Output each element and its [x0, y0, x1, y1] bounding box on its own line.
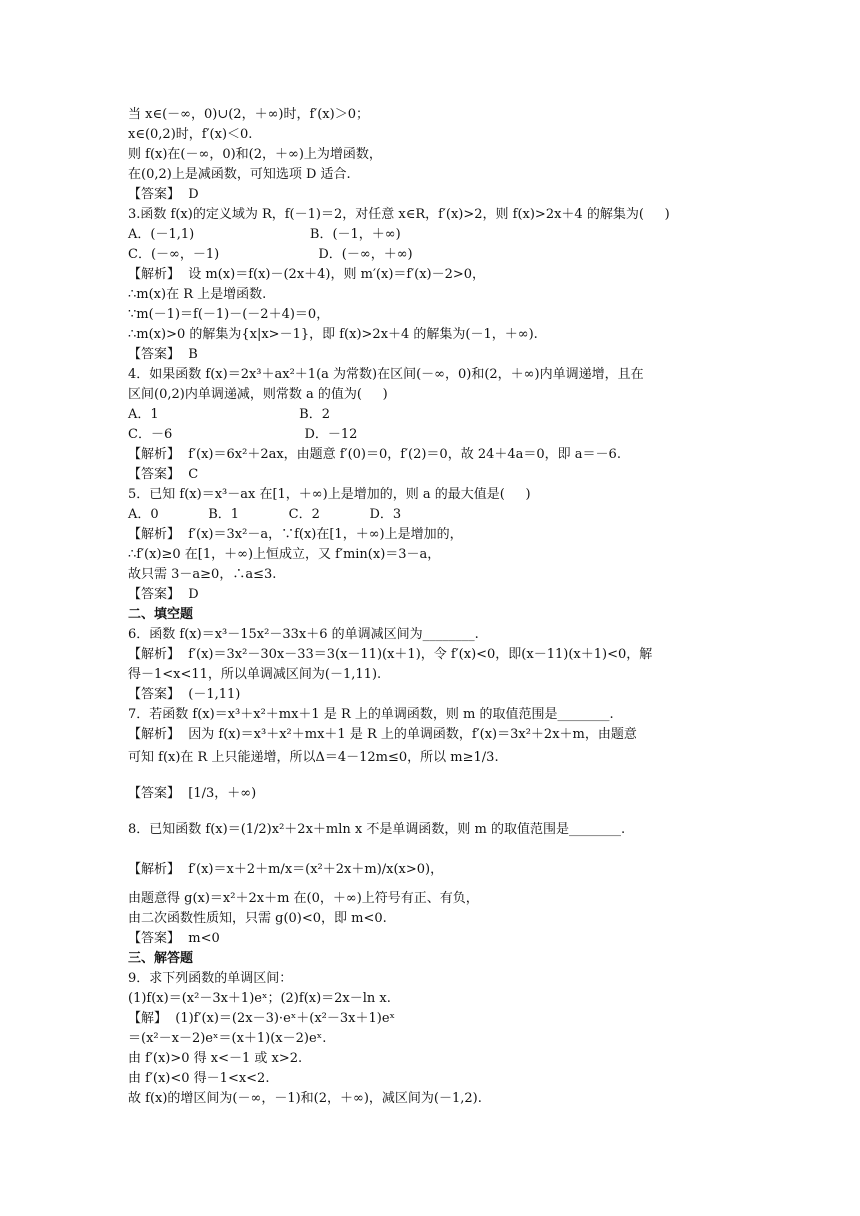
solution-line: 【解析】 因为 f(x)＝x³＋x²＋mx＋1 是 R 上的单调函数，f′(x)＝3x²＋2x＋m，由题意	[128, 727, 637, 742]
text-line: 由 f′(x)<0 得－1<x<2.	[128, 1071, 270, 1086]
text-line: ∵m(－1)＝f(－1)－(－2＋4)＝0，	[128, 307, 330, 322]
text-line: 故 f(x)的增区间为(－∞，－1)和(2，＋∞)，减区间为(－1,2).	[128, 1091, 482, 1106]
answer-line: 【答案】 m<0	[128, 931, 220, 946]
text-line: 由 f′(x)>0 得 x<－1 或 x>2.	[128, 1051, 303, 1066]
text-line: (1)f(x)＝(x²－3x＋1)eˣ；(2)f(x)＝2x－ln x.	[128, 991, 391, 1006]
question-5: 5．已知 f(x)＝x³－ax 在[1，＋∞)上是增加的，则 a 的最大值是( )	[128, 487, 531, 502]
question-7: 7．若函数 f(x)＝x³＋x²＋mx＋1 是 R 上的单调函数，则 m 的取值范围是________.	[128, 707, 614, 722]
text-line: 在(0,2)上是减函数，可知选项 D 适合.	[128, 167, 351, 182]
answer-line: 【答案】 [1/3，＋∞)	[128, 786, 257, 801]
solution-line: 【解析】 f′(x)＝3x²－30x－33＝3(x－11)(x＋1)，令 f′(x)<0，即(x－11)(x＋1)<0，解	[128, 647, 653, 662]
options-abcd: A．0 B．1 C．2 D．3	[128, 507, 402, 522]
question-8: 8．已知函数 f(x)＝(1/2)x²＋2x＋mln x 不是单调函数，则 m 的取值范围是________.	[128, 822, 626, 837]
question-6: 6．函数 f(x)＝x³－15x²－33x＋6 的单调减区间为________.	[128, 627, 479, 642]
answer-line: 【答案】 (－1,11)	[128, 687, 241, 702]
text-line: ∴m(x)在 R 上是增函数.	[128, 287, 267, 302]
solution-line: 【解】 (1)f′(x)＝(2x－3)·eˣ＋(x²－3x＋1)eˣ	[128, 1011, 396, 1026]
options-cd: C．－6 D．－12	[128, 427, 358, 442]
section-heading: 三、解答题	[128, 951, 194, 966]
text-line: 当 x∈(－∞，0)∪(2，＋∞)时，f′(x)＞0；	[128, 107, 369, 122]
text-line: ∴m(x)>0 的解集为{x|x>－1}，即 f(x)>2x＋4 的解集为(－1，＋∞).	[128, 327, 538, 342]
solution-line: 【解析】 f′(x)＝3x²－a，∵f(x)在[1，＋∞)上是增加的，	[128, 527, 463, 542]
options-ab: A．(－1,1) B．(－1，＋∞)	[128, 227, 401, 242]
question-3: 3.函数 f(x)的定义域为 R，f(－1)＝2，对任意 x∈R，f′(x)>2，则 f(x)>2x＋4 的解集为( )	[128, 207, 670, 222]
options-ab: A．1 B．2	[128, 407, 330, 422]
text-line: 可知 f(x)在 R 上只能递增，所以Δ＝4－12m≤0，所以 m≥1/3.	[128, 750, 499, 765]
text-line: ∴f′(x)≥0 在[1，＋∞)上恒成立，又 f′min(x)＝3－a，	[128, 547, 441, 562]
answer-line: 【答案】 D	[128, 187, 199, 202]
text-line: ＝(x²－x－2)eˣ＝(x＋1)(x－2)eˣ.	[128, 1031, 327, 1046]
text-line: 故只需 3－a≥0，∴a≤3.	[128, 567, 277, 582]
question-9: 9．求下列函数的单调区间：	[128, 971, 293, 986]
text-line: 则 f(x)在(－∞，0)和(2，＋∞)上为增函数，	[128, 147, 382, 162]
text-line: 由题意得 g(x)＝x²＋2x＋m 在(0，＋∞)上符号有正、有负，	[128, 891, 479, 906]
text-line: 区间(0,2)内单调递减，则常数 a 的值为( )	[128, 387, 388, 402]
solution-line: 【解析】 设 m(x)＝f(x)－(2x＋4)，则 m′(x)＝f′(x)－2>0，	[128, 267, 486, 282]
solution-line: 【解析】 f′(x)＝6x²＋2ax，由题意 f′(0)＝0，f′(2)＝0，故 24＋4a＝0，即 a＝－6.	[128, 447, 621, 462]
text-line: x∈(0,2)时，f′(x)＜0.	[128, 127, 253, 142]
question-4: 4．如果函数 f(x)＝2x³＋ax²＋1(a 为常数)在区间(－∞，0)和(2，＋∞)内单调递增，且在	[128, 367, 644, 382]
text-line: 得－1<x<11，所以单调减区间为(－1,11).	[128, 667, 382, 682]
solution-line: 【解析】 f′(x)＝x＋2＋m/x＝(x²＋2x＋m)/x(x>0)，	[128, 862, 444, 877]
options-cd: C．(－∞，－1) D．(－∞，＋∞)	[128, 247, 413, 262]
answer-line: 【答案】 D	[128, 587, 199, 602]
answer-line: 【答案】 B	[128, 347, 198, 362]
text-line: 由二次函数性质知，只需 g(0)<0，即 m<0.	[128, 911, 387, 926]
section-heading: 二、填空题	[128, 607, 194, 622]
answer-line: 【答案】 C	[128, 467, 199, 482]
